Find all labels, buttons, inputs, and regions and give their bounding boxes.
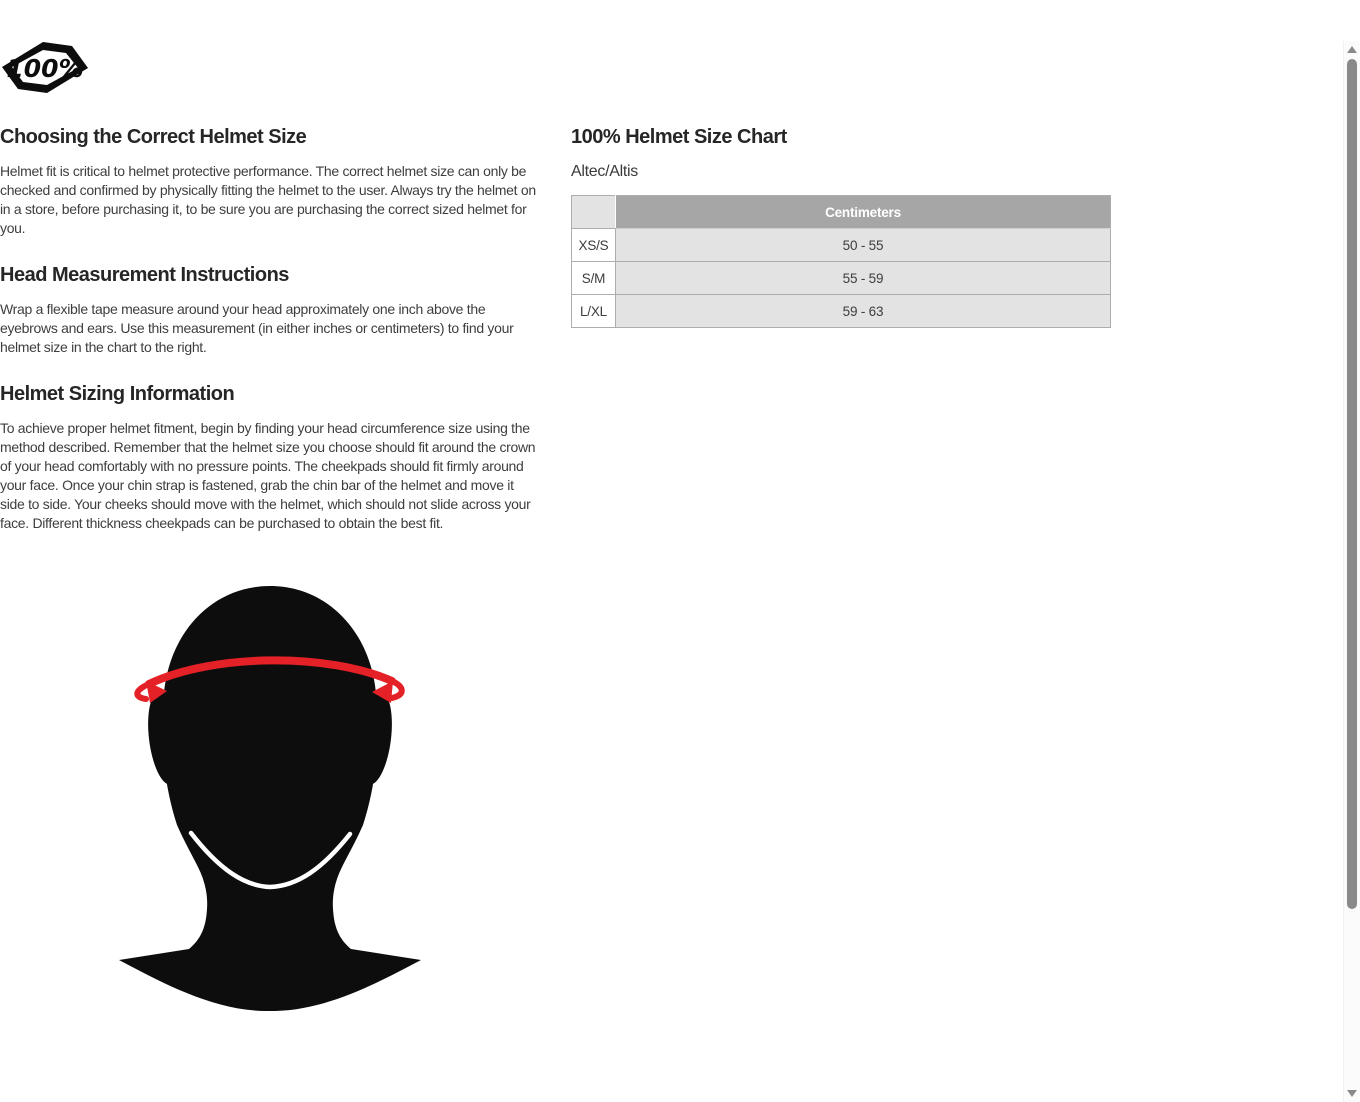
- size-label: S/M: [572, 262, 616, 295]
- size-value: 50 - 55: [616, 229, 1111, 262]
- size-value: 55 - 59: [616, 262, 1111, 295]
- vertical-scrollbar[interactable]: [1343, 41, 1360, 1102]
- size-chart-row: [572, 262, 1111, 295]
- size-value: 59 - 63: [616, 295, 1111, 328]
- scroll-down-icon[interactable]: [1347, 1090, 1357, 1097]
- size-label: L/XL: [572, 295, 616, 328]
- sizing-info-column: [0, 126, 540, 1011]
- 100-percent-logo-icon: [0, 41, 90, 95]
- section-head-measurement: [0, 264, 540, 357]
- size-chart-row: [572, 295, 1111, 328]
- section-body: Wrap a flexible tape measure around your head approximately one inch above the eyebrows and ears. Use this measurement (in either inches or centimeters) to find your helmet size in the chart to the right.: [0, 301, 514, 355]
- section-heading: Choosing the Correct Helmet Size: [0, 126, 307, 148]
- scroll-up-icon[interactable]: [1347, 46, 1357, 53]
- section-body: Helmet fit is critical to helmet protective performance. The correct helmet size can only be checked and confirmed by physically fitting the helmet to the user. Always try the helmet on in a store, before purchasing it, to be sure you are purchasing the correct sized helmet for you.: [0, 163, 536, 236]
- size-chart-corner-cell: [572, 196, 616, 229]
- size-chart-row: [572, 229, 1111, 262]
- head-silhouette-icon: [119, 583, 421, 1011]
- content-columns: [0, 126, 1343, 1011]
- size-chart-title: 100% Helmet Size Chart: [571, 126, 787, 148]
- size-chart-table: [571, 195, 1111, 328]
- size-chart-column-header: Centimeters: [616, 196, 1111, 229]
- size-chart-column: [571, 126, 1112, 328]
- section-heading: Head Measurement Instructions: [0, 264, 289, 286]
- page: [0, 41, 1343, 1011]
- section-choosing-size: [0, 126, 540, 238]
- brand-logo: [0, 41, 90, 95]
- size-chart-header-row: [572, 196, 1111, 229]
- scrollbar-thumb[interactable]: [1347, 59, 1357, 909]
- section-body: To achieve proper helmet fitment, begin by finding your head circumference size using the method described. Remember that the helmet size you choose should fit around the crown of your head comfortably with no pressure points. The cheekpads should fit firmly around your face. Once your chin strap is fastened, grab the chin bar of the helmet and move it side to side. Your cheeks should move with the helmet, which should not slide across your face. Different thickness cheekpads can be purchased to obtain the best fit.: [0, 420, 536, 531]
- logo-text: 100%: [6, 54, 84, 83]
- head-measurement-illustration: [119, 583, 421, 1011]
- section-sizing-information: [0, 383, 540, 533]
- size-label: XS/S: [572, 229, 616, 262]
- size-chart-subtitle: Altec/Altis: [571, 163, 638, 180]
- section-heading: Helmet Sizing Information: [0, 383, 235, 405]
